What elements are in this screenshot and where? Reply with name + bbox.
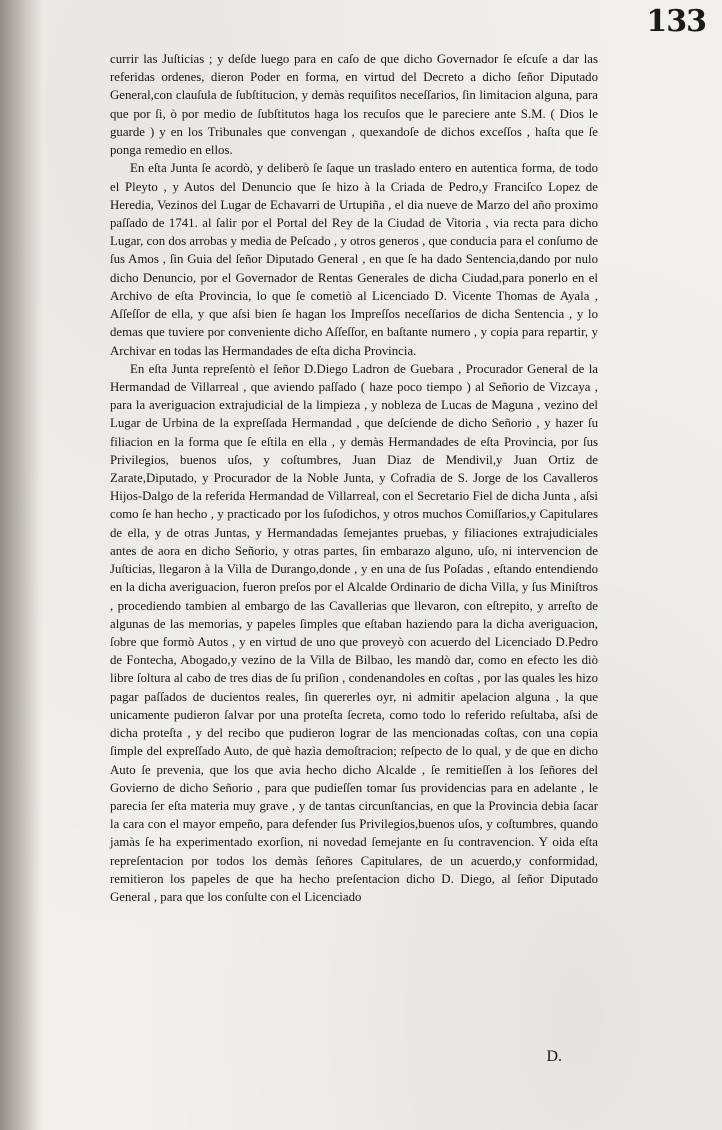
body-text	[110, 50, 598, 906]
binding-shadow	[0, 0, 42, 1130]
paragraph-continuation: currir las Juſticias ; y deſde luego para en caſo de que dicho Governador ſe eſcuſe a dar las referidas ordenes, dieron Poder en forma, en virtud del Decreto a dicho ſeñor Diputado General,con clauſula de ſubſtitucion, y demàs requiſitos neceſſarios, ſin limitacion alguna, para que por ſi, ò por medio de ſubſtitutos haga los recuſos que le pareciere ante S.M. ( Dios le guarde ) y en los Tribunales que convengan , quexandoſe de dichos exceſſos , haſta que ſe ponga remedio en ellos.	[110, 52, 598, 158]
catchword: D.	[546, 1048, 562, 1065]
paragraph-traslado: En eſta Junta ſe acordò, y deliberò ſe ſaque un traslado entero en autentica forma, de todo el Pleyto , y Autos del Denuncio que ſe hizo à la Criada de Pedro,y Franciſco Lopez de Heredia, Vezinos del Lugar de Echavarri de Urtupiña , el dia nueve de Marzo del año proximo paſſado de 1741. al ſalir por el Portal del Rey de la Ciudad de Vitoria , via recta para dicho Lugar, con dos arrobas y media de Peſcado , y otros generos , que conducia para el conſumo de ſus Amos , ſin Guia del ſeñor Diputado General , en que ſe ha dado Sentencia,dando por nulo dicho Denuncio, por el Governador de Rentas Generales de dicha Ciudad,para ponerlo en el Archivo de eſta Provincia, lo que ſe cometiò al Licenciado D. Vicente Thomas de Ayala , Aſſeſſor de ella, y que aſsi bien ſe hagan los Impreſſos neceſſarios de dicha Sentencia , y lo demas que tuviere por conveniente dicho Aſſeſſor, en baſtante numero , y copia para repartir, y Archivar en todas las Hermandades de eſta dicha Provincia.	[110, 161, 598, 358]
paragraph-representacion: En eſta Junta repreſentò el ſeñor D.Diego Ladron de Guebara , Procurador General de la Hermandad de Villarreal , que aviendo paſſado ( haze poco tiempo ) al Señorio de Vizcaya , para la averiguacion extrajudicial de la limpieza , y nobleza de Lucas de Maguna , vezino del Lugar de Urbina de la expreſſada Hermandad , que deſciende de dicho Señorio , y hazer ſu filiacion en la forma que ſe eſtila en ella , y demàs Hermandades de eſta Provincia, por ſus Privilegios, buenos uſos, y coſtumbres, Juan Diaz de Mendivil,y Juan Ortiz de Zarate,Diputado, y Procurador de la Noble Junta, y Cofradia de S. Jorge de los Cavalleros Hijos-Dalgo de la referida Hermandad de Villarreal, con el Secretario Fiel de dicha Junta , aſsi como ſe han hecho , y practicado por los ſuſodichos, y otros muchos Comiſſarios,y Capitulares de ella, y de otras Juntas, y Hermandadas ſemejantes pruebas, y filiaciones extrajudiciales antes de aora en dicho Señorio, y otras partes, ſin embarazo alguno, uſo, ni intervencion de Juſticias, llegaron à la Villa de Durango,donde , y en una de ſus Poſadas , eſtando entendiendo en la dicha averiguacion, fueron preſos por el Alcalde Ordinario de dicha Villa, y ſus Miniſtros , procediendo tambien al embargo de las Cavallerias que llevaron, con eſtrepito, y arreſto de algunas de las memorias, y papeles ſimples que eſtaban haziendo para la dicha averiguacion, ſobre que formò Autos , y en virtud de uno que proveyò con acuerdo del Licenciado D.Pedro de Fontecha, Abogado,y vezino de la Villa de Bilbao, les mandò dar, como en efecto les diò libre ſoltura al cabo de tres dias de ſu priſion , condenandoles en coſtas , por las quales les hizo pagar paſſados de ducientos reales, ſin quererles oyr, ni admitir apelacion alguna , la que unicamente pudieron ſalvar por una proteſta ſecreta, como todo lo referido reſultaba, aſsi de dicha proteſta , y del recibo que pudieron lograr de las mencionadas coſtas, con una copia ſimple del expreſſado Auto, de què hazìa demoſtracion; reſpecto de lo qual, y de que en dicho Auto ſe prevenia, que los que avia hecho dicho Alcalde , ſe remitieſſen à los ſeñores del Govierno de dicho Señorio , para que pudieſſen tomar ſus providencias para en adelante , le parecia ſer eſta materia muy grave , y de tantas circunſtancias, en que la Provincia debia ſacar la cara con el mayor empeño, para defender ſus Privilegios,buenos uſos, y coſtumbres, quando jamàs ſe ha experimentado exorſion, ni novedad ſemejante en ſu contravencion. Y oida eſta repreſentacion por todos los demàs ſeñores Capitulares, de un acuerdo,y conformidad, remitieron los papeles de que ha hecho preſentacion dicho D. Diego, al ſeñor Diputado General , para que los conſulte con el Licenciado	[110, 361, 598, 905]
page-number: 133	[646, 4, 706, 39]
